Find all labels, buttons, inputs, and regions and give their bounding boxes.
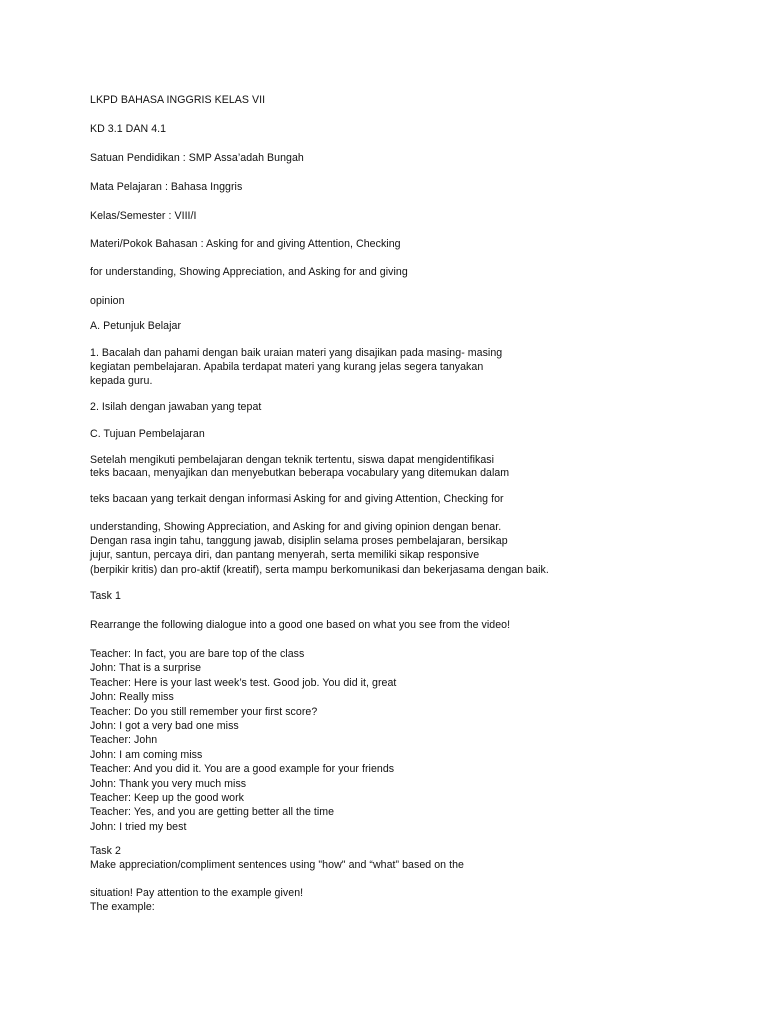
dialogue-line: Teacher: And you did it. You are a good example for your friends	[90, 763, 395, 775]
section-c-line1: Setelah mengikuti pembelajaran dengan teknik tertentu, siswa dapat mengidentifikasi	[90, 454, 495, 466]
dialogue-line: Teacher: In fact, you are bare top of the class	[90, 648, 305, 660]
task2-line2: situation! Pay attention to the example given!	[90, 887, 304, 899]
section-a-item1-line2: kegiatan pembelajaran. Apabila terdapat materi yang kurang jelas segera tanyakan	[90, 361, 484, 373]
section-c-line3: teks bacaan yang terkait dengan informasi Asking for and giving Attention, Checking for	[90, 493, 504, 505]
kelas-semester: Kelas/Semester : VIII/I	[90, 210, 197, 222]
task2-line1: Make appreciation/compliment sentences using "how" and “what” based on the	[90, 859, 464, 871]
section-a-item1-line3: kepada guru.	[90, 375, 153, 387]
section-c-line7: (berpikir kritis) dan pro-aktif (kreatif), serta mampu berkomunikasi dan bekerjasama dengan baik.	[90, 564, 549, 576]
section-c-heading: C. Tujuan Pembelajaran	[90, 428, 205, 440]
task1-instruction: Rearrange the following dialogue into a good one based on what you see from the video!	[90, 619, 511, 631]
section-a-item1-line1: 1. Bacalah dan pahami dengan baik uraian materi yang disajikan pada masing- masing	[90, 347, 503, 359]
dialogue-line: John: I tried my best	[90, 821, 187, 833]
dialogue-line: John: I got a very bad one miss	[90, 720, 239, 732]
dialogue-line: John: Really miss	[90, 691, 174, 703]
task1-heading: Task 1	[90, 590, 121, 602]
section-c-line5: Dengan rasa ingin tahu, tanggung jawab, disiplin selama proses pembelajaran, bersikap	[90, 535, 508, 547]
dialogue-line: John: That is a surprise	[90, 662, 202, 674]
task2-heading: Task 2	[90, 845, 121, 857]
task2-line3: The example:	[90, 901, 155, 913]
document-title: LKPD BAHASA INGGRIS KELAS VII	[90, 94, 266, 106]
dialogue-line: John: I am coming miss	[90, 749, 203, 761]
section-c-line6: jujur, santun, percaya diri, dan pantang menyerah, serta memiliki sikap responsive	[90, 549, 480, 561]
kd-line: KD 3.1 DAN 4.1	[90, 123, 167, 135]
section-c-line4: understanding, Showing Appreciation, and Asking for and giving opinion dengan benar.	[90, 521, 502, 533]
dialogue-line: Teacher: Yes, and you are getting better all the time	[90, 806, 335, 818]
section-a-heading: A. Petunjuk Belajar	[90, 320, 182, 332]
satuan-pendidikan: Satuan Pendidikan : SMP Assa’adah Bungah	[90, 152, 304, 164]
dialogue-line: Teacher: Do you still remember your first score?	[90, 706, 318, 718]
materi-line-1: Materi/Pokok Bahasan : Asking for and giving Attention, Checking	[90, 238, 401, 250]
dialogue-line: Teacher: Keep up the good work	[90, 792, 245, 804]
dialogue-line: Teacher: Here is your last week’s test. Good job. You did it, great	[90, 677, 397, 689]
mata-pelajaran: Mata Pelajaran : Bahasa Inggris	[90, 181, 243, 193]
dialogue-line: John: Thank you very much miss	[90, 778, 247, 790]
materi-line-2: for understanding, Showing Appreciation, and Asking for and giving	[90, 266, 408, 278]
dialogue-line: Teacher: John	[90, 734, 158, 746]
section-c-line2: teks bacaan, menyajikan dan menyebutkan beberapa vocabulary yang ditemukan dalam	[90, 467, 510, 479]
materi-line-3: opinion	[90, 295, 125, 307]
section-a-item2: 2. Isilah dengan jawaban yang tepat	[90, 401, 262, 413]
